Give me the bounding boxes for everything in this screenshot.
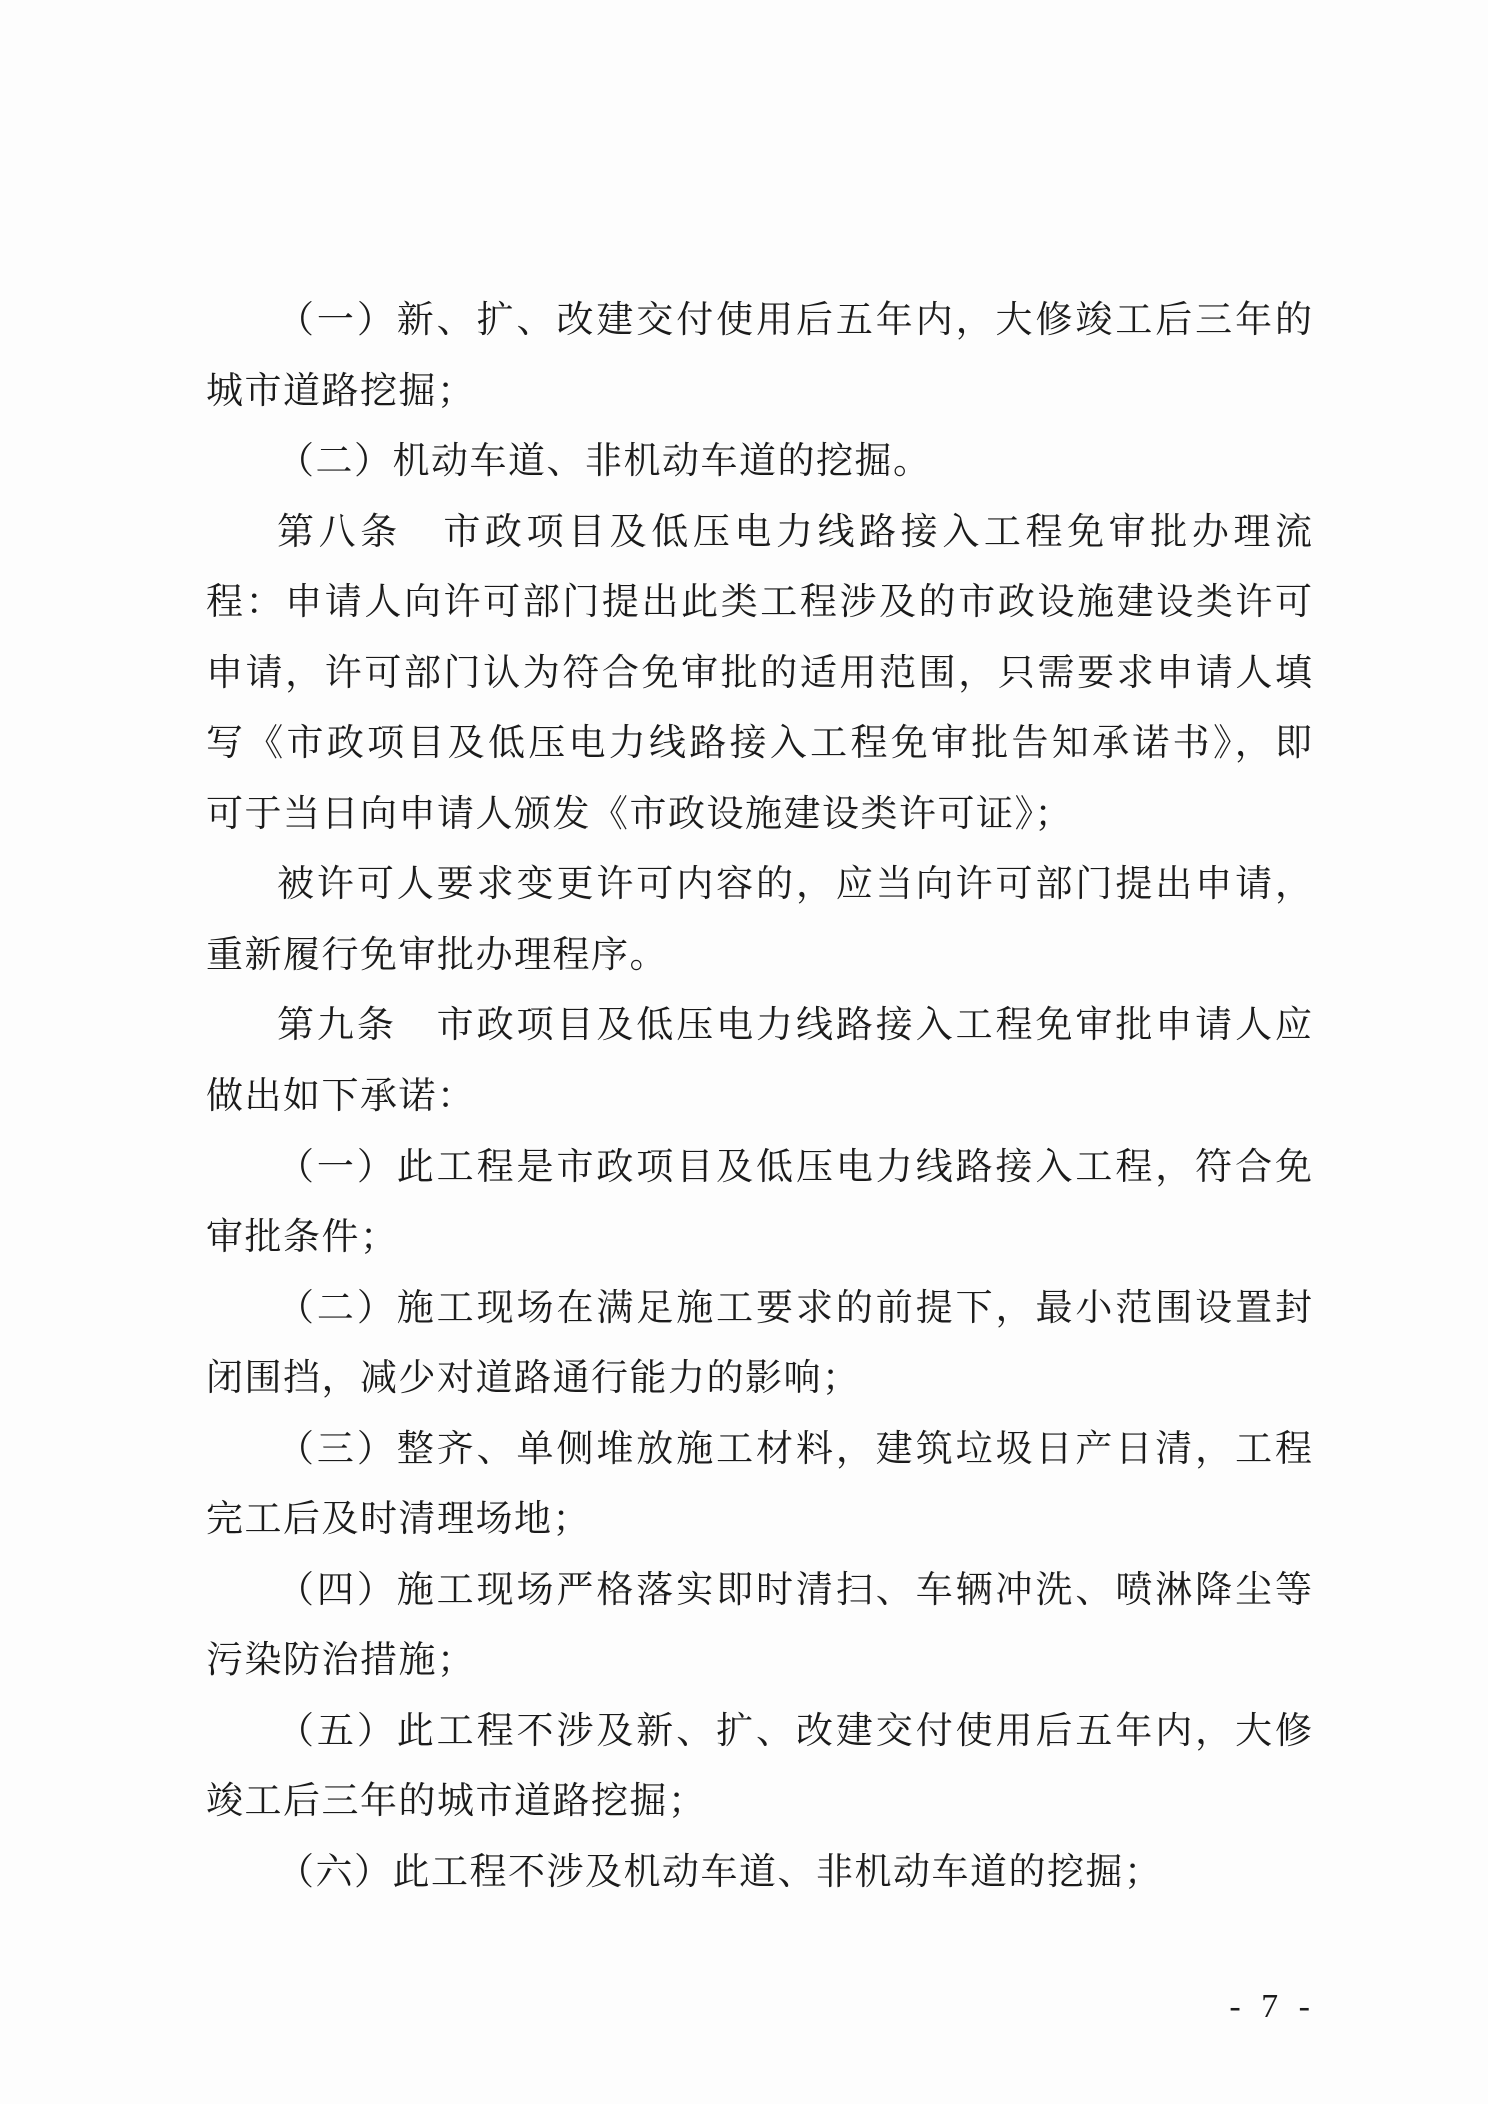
paragraph-item-1-excavation-new-roads	[206, 285, 1312, 426]
text-line: 做出如下承诺：	[206, 1074, 476, 1118]
paragraph-item-2-excavation-lanes	[206, 426, 1312, 497]
text-line: 审批条件；	[206, 1215, 399, 1259]
text-line: 完工后及时清理场地；	[206, 1497, 591, 1541]
text-line: 城市道路挖掘；	[206, 368, 476, 412]
paragraph-commitment-1	[206, 1132, 1312, 1273]
text-line: （三）整齐、单侧堆放施工材料，建筑垃圾日产日清，工程	[277, 1426, 1312, 1470]
paragraph-commitment-6	[206, 1837, 1312, 1908]
text-line: 竣工后三年的城市道路挖掘；	[206, 1779, 707, 1823]
text-line: 第九条 市政项目及低压电力线路接入工程免审批申请人应	[277, 1003, 1312, 1047]
text-line: （五）此工程不涉及新、扩、改建交付使用后五年内，大修	[277, 1708, 1312, 1752]
text-line: （一）此工程是市政项目及低压电力线路接入工程，符合免	[277, 1144, 1312, 1188]
text-line: 重新履行免审批办理程序。	[206, 932, 668, 976]
paragraph-permit-change	[206, 849, 1312, 990]
page-number: - 7 -	[1229, 1988, 1316, 2025]
text-line: （二）施工现场在满足施工要求的前提下，最小范围设置封	[277, 1285, 1312, 1329]
text-line: 程：申请人向许可部门提出此类工程涉及的市政设施建设类许可	[206, 580, 1312, 624]
paragraph-article-8	[206, 497, 1312, 850]
paragraph-commitment-2	[206, 1273, 1312, 1414]
text-line: 可于当日向申请人颁发《市政设施建设类许可证》；	[206, 791, 1073, 835]
paragraph-commitment-4	[206, 1555, 1312, 1696]
paragraph-commitment-3	[206, 1414, 1312, 1555]
text-line: （一）新、扩、改建交付使用后五年内，大修竣工后三年的	[277, 298, 1312, 341]
text-line: （四）施工现场严格落实即时清扫、车辆冲洗、喷淋降尘等	[277, 1567, 1312, 1611]
paragraph-article-9	[206, 990, 1312, 1131]
document-body	[206, 285, 1312, 1908]
text-line: 第八条 市政项目及低压电力线路接入工程免审批办理流	[277, 509, 1312, 553]
text-line: （六）此工程不涉及机动车道、非机动车道的挖掘；	[277, 1850, 1163, 1894]
text-line: 污染防治措施；	[206, 1638, 476, 1682]
text-line: 申请，许可部门认为符合免审批的适用范围，只需要求申请人填	[206, 650, 1312, 694]
text-line: 被许可人要求变更许可内容的，应当向许可部门提出申请，	[277, 862, 1312, 906]
paragraph-commitment-5	[206, 1696, 1312, 1837]
text-line: 写《市政项目及低压电力线路接入工程免审批告知承诺书》，即	[206, 721, 1312, 765]
text-line: （二）机动车道、非机动车道的挖掘。	[277, 439, 932, 483]
text-line: 闭围挡，减少对道路通行能力的影响；	[206, 1356, 861, 1400]
